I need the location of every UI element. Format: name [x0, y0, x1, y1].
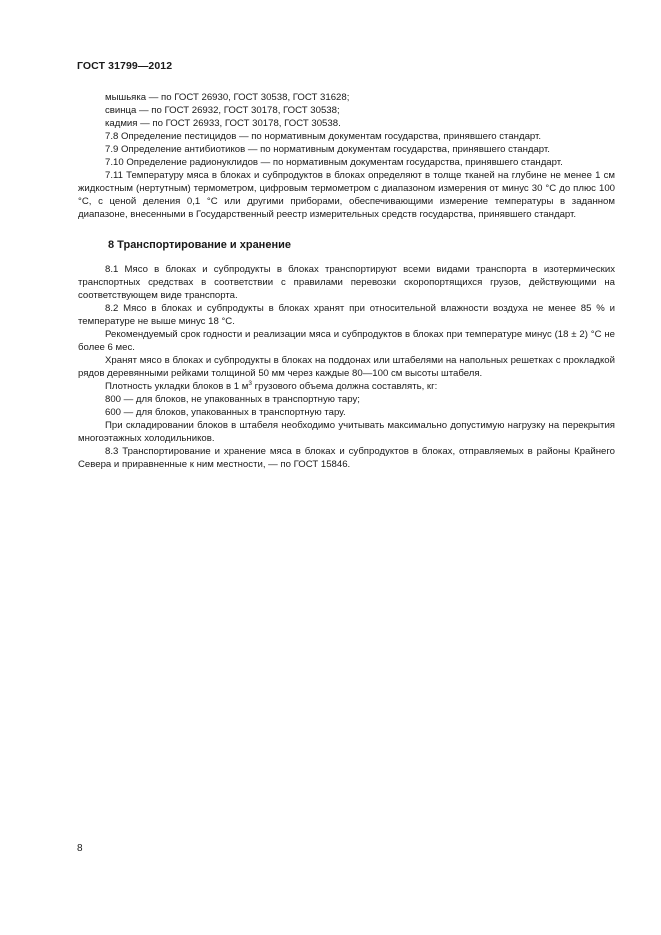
paragraph-7-9: 7.9 Определение антибиотиков — по нормативным документам государства, принявшего стандарт. [105, 144, 550, 155]
paragraph-7-8: 7.8 Определение пестицидов — по нормативным документам государства, принявшего стандарт. [105, 131, 542, 142]
paragraph-7-11: 7.11 Температуру мяса в блоках и субпродуктов в блоках определяют в толще тканей на глубине не менее 1 см жидкостным (нертутным) термометром, цифровым термометром с диапазоном измерения от минус 30 °С до плюс 100 °С, с ценой деления 0,1 °С или другими приборами, обеспечивающими измерение температуры в заданном диапазоне, внесенными в Государственный реестр измерительных средств государства, принявшего стандарт. [78, 170, 615, 220]
section-title: 8 Транспортирование и хранение [108, 239, 291, 251]
list-item-unpacked: 800 — для блоков, не упакованных в транспортную тару; [105, 394, 360, 405]
density-text-before: Плотность укладки блоков в 1 м [105, 381, 249, 392]
paragraph-shelf-life: Рекомендуемый срок годности и реализации мяса и субпродуктов в блоках при температуре минус (18 ± 2) °С не более 6 мес. [78, 329, 615, 353]
density-text-after: грузового объема должна составлять, кг: [251, 381, 438, 392]
list-item-lead: свинца — по ГОСТ 26932, ГОСТ 30178, ГОСТ 30538; [105, 105, 340, 116]
paragraph-8-2: 8.2 Мясо в блоках и субпродукты в блоках хранят при относительной влажности воздуха не менее 85 % и температуре не выше минус 18 °С. [78, 303, 615, 327]
paragraph-8-3: 8.3 Транспортирование и хранение мяса в блоках и субпродуктов в блоках, отправляемых в районы Крайнего Севера и приравненные к ним местности, — по ГОСТ 15846. [78, 446, 615, 470]
paragraph-7-10: 7.10 Определение радионуклидов — по нормативным документам государства, принявшего стандарт. [105, 157, 563, 168]
paragraph-8-1: 8.1 Мясо в блоках и субпродукты в блоках транспортируют всеми видами транспорта в изотермических транспортных средствах в соответствии с правилами перевозки скоропортящихся грузов, действующими на соответствующем виде транспорта. [78, 264, 615, 301]
paragraph-stacking: Хранят мясо в блоках и субпродукты в блоках на поддонах или штабелями на напольных решетках с прокладкой рядов деревянными рейками толщиной 50 мм через каждые 80—100 см высоты штабеля. [78, 355, 615, 379]
document-header: ГОСТ 31799—2012 [77, 60, 173, 72]
list-item-cadmium: кадмия — по ГОСТ 26933, ГОСТ 30178, ГОСТ 30538. [105, 118, 341, 129]
list-item-arsenic: мышьяка — по ГОСТ 26930, ГОСТ 30538, ГОСТ 31628; [105, 92, 350, 103]
paragraph-load-note: При складировании блоков в штабеля необходимо учитывать максимально допустимую нагрузку на перекрытия многоэтажных холодильников. [78, 420, 615, 444]
page-number: 8 [77, 843, 83, 854]
paragraph-density [78, 380, 615, 393]
density-superscript: 3 [248, 380, 252, 387]
document-body [78, 91, 615, 471]
list-item-packed: 600 — для блоков, упакованных в транспортную тару. [105, 407, 346, 418]
